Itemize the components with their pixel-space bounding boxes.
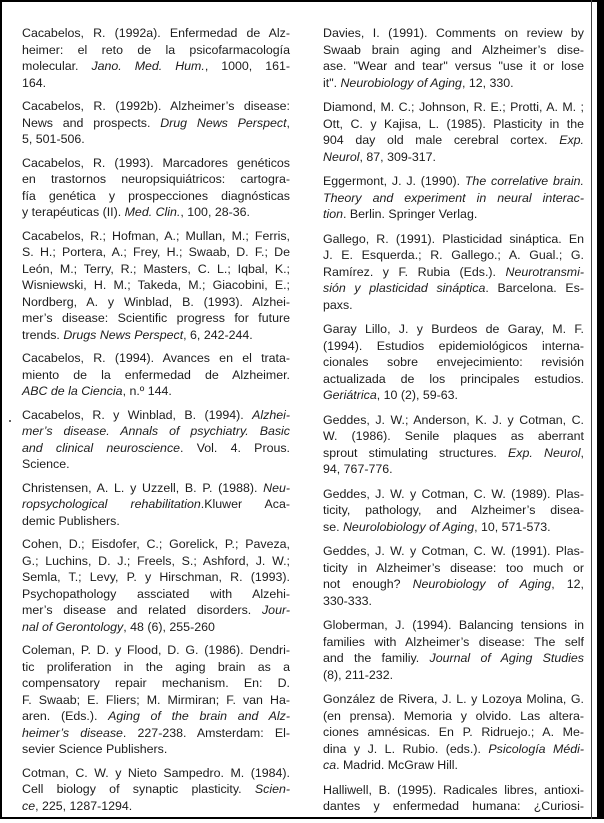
- reference-text: , 10 (2), 59-63.: [376, 388, 458, 402]
- reference-text: , 1000, 161-: [204, 59, 290, 73]
- reference-line: [323, 149, 584, 166]
- reference-line: [323, 650, 584, 667]
- reference-text: Geddes, J. W. y Cotman, C. W. (1991). Plas-: [323, 544, 584, 558]
- reference-italic-text: mer’s disease. Annals of psychiatry. Basic: [22, 424, 290, 438]
- reference-line: [323, 757, 584, 774]
- reference-line: [22, 367, 290, 384]
- reference-text: , 225, 1287-1294.: [35, 798, 133, 813]
- reference-line: [22, 294, 290, 311]
- reference-entry: [22, 98, 290, 148]
- reference-line: [22, 327, 290, 344]
- reference-line: [22, 42, 290, 59]
- reference-italic-text: Theory and experiment in neural interac-: [323, 190, 584, 205]
- reference-italic-text: heimer’s disease: [22, 725, 123, 740]
- reference-italic-text: ropsychological rehabilitation: [22, 497, 201, 511]
- reference-entry: [323, 25, 584, 91]
- reference-text: Semla, T.; Levy, P. y Hirschman, R. (1993).: [22, 570, 290, 584]
- reference-line: [22, 642, 290, 659]
- reference-line: [323, 58, 584, 75]
- reference-italic-text: Neu-: [263, 480, 290, 495]
- reference-text: , n.º 144.: [122, 384, 172, 398]
- reference-text: 94, 767-776.: [323, 462, 393, 476]
- reference-line: [22, 553, 290, 570]
- reference-line: [22, 131, 290, 148]
- reference-italic-text: Neurolobiology of Aging: [342, 519, 475, 534]
- reference-text: dina y J. L. Rubio. (eds.).: [323, 741, 489, 756]
- reference-line: [323, 25, 584, 42]
- reference-line: [323, 741, 584, 758]
- reference-line: [22, 277, 290, 294]
- reference-text: J. E. Esquerda.; R. Gallego.; A. Gual.; G.: [323, 248, 584, 262]
- reference-line: [323, 42, 584, 59]
- reference-entry: [22, 228, 290, 344]
- reference-line: [22, 383, 290, 400]
- reference-line: [323, 297, 584, 314]
- reference-line: [323, 560, 584, 577]
- reference-text: (1994). Estudios epidemiológicos interna-: [323, 338, 584, 353]
- reference-text: actualizada de los principales estudios.: [323, 371, 584, 386]
- reference-text: González de Rivera, J. L. y Lozoya Molina, G.: [323, 692, 584, 706]
- reference-line: [323, 321, 584, 338]
- reference-line: [22, 536, 290, 553]
- reference-line: [323, 206, 584, 223]
- reference-line: [22, 25, 290, 42]
- reference-line: [22, 423, 290, 440]
- reference-italic-text: tion: [323, 207, 343, 221]
- reference-text: mer’s disease and related disorders.: [22, 603, 262, 617]
- reference-line: [323, 502, 584, 519]
- reference-entry: [323, 782, 584, 815]
- reference-line: [22, 310, 290, 327]
- reference-line: [22, 350, 290, 367]
- reference-text: . Vol. 4. Prous.: [180, 440, 290, 455]
- reference-italic-text: Alzhei-: [252, 407, 290, 422]
- reference-line: [323, 576, 584, 593]
- reference-text: 904 day old male cerebral cortex.: [323, 133, 560, 147]
- reference-text: Swaab brain aging and Alzheimer’s dise-: [323, 42, 584, 57]
- reference-text: demic Publishers.: [22, 513, 120, 528]
- reference-italic-text: Journal of Aging Studies: [429, 651, 584, 665]
- reference-entry: [323, 617, 584, 683]
- reference-line: [323, 99, 584, 116]
- reference-line: [22, 480, 290, 497]
- reference-italic-text: ce: [22, 798, 36, 813]
- reference-italic-text: The correlative brain.: [464, 174, 584, 188]
- reference-line: [323, 132, 584, 149]
- reference-text: Nordberg, A. y Winblad, B. (1993). Alzhei-: [22, 294, 290, 309]
- reference-line: [22, 58, 290, 75]
- reference-line: [323, 428, 584, 445]
- reference-line: [22, 496, 290, 513]
- reference-text: , 12,: [551, 577, 584, 591]
- reference-text: cionales sobre envejecimiento: revisión: [323, 355, 584, 369]
- reference-line: [323, 593, 584, 610]
- reference-text: News and prospects.: [22, 115, 161, 130]
- reference-text: . Barcelona. Es-: [485, 281, 584, 295]
- reference-line: [323, 412, 584, 429]
- reference-text: Wisniewski, H. M.; Takeda, M.; Giacobini, E.;: [22, 278, 290, 292]
- reference-text: ,: [580, 445, 584, 460]
- reference-line: [22, 569, 290, 586]
- reference-text: trends.: [22, 327, 64, 342]
- reference-italic-text: Neurotransmi-: [505, 264, 584, 279]
- reference-text: , 10, 571-573.: [474, 519, 551, 534]
- reference-text: W. (1986). Senile plaques as aberrant: [323, 429, 584, 443]
- reference-text: (en prensa). Memoria y olvido. Las altera-: [323, 708, 584, 723]
- reference-line: [323, 280, 584, 297]
- reference-line: [323, 231, 584, 248]
- reference-line: [22, 725, 290, 742]
- reference-line: [22, 440, 290, 457]
- references-right-column: [323, 25, 584, 823]
- reference-text: .Kluwer Aca-: [200, 497, 290, 511]
- reference-italic-text: Med. Clin.: [124, 205, 181, 219]
- reference-text: , 48 (6), 255-260: [123, 619, 215, 634]
- reference-line: [22, 675, 290, 692]
- reference-text: Cacabelos, R. y Winblad, B. (1994).: [22, 407, 253, 422]
- reference-line: [323, 617, 584, 634]
- reference-line: [22, 407, 290, 424]
- reference-text: paxs.: [323, 297, 353, 312]
- reference-text: sprout stimulating structures.: [323, 445, 509, 460]
- scan-speck: [9, 420, 11, 422]
- reference-text: dantes y enfermedad humana: ¿Curiosi-: [323, 799, 584, 813]
- reference-entry: [323, 486, 584, 536]
- reference-text: it".: [323, 75, 341, 90]
- reference-entry: [22, 350, 290, 400]
- reference-text: ticity in Alzheimer’s disease: too much or: [323, 560, 584, 575]
- reference-text: Cacabelos, R.; Hofman, A.; Mullan, M.; Ferris,: [22, 228, 290, 243]
- reference-text: en trastornos neuropsiquiátricos: cartogra-: [22, 172, 290, 186]
- reference-italic-text: ca: [323, 758, 337, 772]
- reference-line: [22, 188, 290, 205]
- reference-text: Cotman, C. W. y Nieto Sampedro. M. (1984).: [22, 765, 290, 780]
- reference-text: León, M.; Terry, R.; Masters, C. L.; Iqbal, K.;: [22, 261, 290, 276]
- reference-text: , 100, 28-36.: [180, 205, 250, 219]
- reference-text: , 6, 242-244.: [183, 327, 253, 342]
- reference-text: Christensen, A. L. y Uzzell, B. P. (1988).: [22, 480, 264, 495]
- reference-italic-text: Neurobiology of Aging: [412, 577, 552, 591]
- reference-line: [323, 798, 584, 815]
- reference-line: [22, 692, 290, 709]
- reference-entry: [22, 407, 290, 473]
- reference-text: not enough?: [323, 577, 413, 591]
- reference-entry: [22, 480, 290, 530]
- reference-italic-text: Geriátrica: [323, 388, 377, 402]
- reference-line: [323, 387, 584, 404]
- reference-italic-text: Neurol: [323, 149, 360, 164]
- reference-text: fía genética y prospecciones diagnósticas: [22, 188, 290, 203]
- reference-text: 5, 501-506.: [22, 132, 85, 146]
- reference-text: , 87, 309-317.: [359, 149, 436, 164]
- reference-italic-text: Drug News Perspect: [160, 115, 287, 130]
- reference-italic-text: Jano. Med. Hum.: [91, 59, 205, 73]
- reference-text: Coleman, P. D. y Flood, D. G. (1986). Dendri-: [22, 643, 290, 657]
- reference-line: [22, 741, 290, 758]
- reference-entry: [22, 536, 290, 635]
- reference-line: [323, 691, 584, 708]
- reference-italic-text: Exp.: [559, 133, 584, 147]
- reference-text: miento de la enfermedad de Alzheimer.: [22, 367, 290, 382]
- reference-text: Geddes, J. W.; Anderson, K. J. y Cotman, C.: [323, 412, 584, 427]
- reference-text: . Berlin. Springer Verlag.: [342, 207, 478, 221]
- reference-italic-text: Exp. Neurol: [508, 445, 581, 460]
- reference-line: [323, 486, 584, 503]
- reference-line: [323, 371, 584, 388]
- reference-text: ,: [286, 115, 290, 130]
- reference-text: Cacabelos, R. (1992b). Alzheimer’s disease:: [22, 99, 290, 113]
- reference-line: [22, 586, 290, 603]
- reference-line: [323, 354, 584, 371]
- reference-italic-text: and clinical neuroscience: [22, 440, 181, 455]
- reference-text: Ott, C. y Kajisa, L. (1985). Plasticity in the: [323, 116, 584, 131]
- reference-text: Cacabelos, R. (1994). Avances en el trata-: [22, 351, 290, 365]
- reference-line: [22, 513, 290, 530]
- reference-italic-text: Aging of the brain and Alz-: [108, 709, 290, 723]
- scan-edge-right: [597, 0, 604, 819]
- reference-text: Cacabelos, R. (1993). Marcadores genéticos: [22, 155, 290, 170]
- reference-entry: [323, 173, 584, 223]
- reference-text: Cacabelos, R. (1992a). Enfermedad de Alz-: [22, 26, 290, 40]
- reference-entry: [323, 412, 584, 478]
- reference-text: Geddes, J. W. y Cotman, C. W. (1989). Plas-: [323, 486, 584, 501]
- reference-text: sevier Science Publishers.: [22, 742, 168, 756]
- reference-line: [323, 445, 584, 462]
- reference-text: . Madrid. McGraw Hill.: [336, 758, 458, 772]
- reference-entry: [323, 691, 584, 774]
- reference-text: tic proliferation in the aging brain as a: [22, 659, 290, 674]
- reference-line: [22, 155, 290, 172]
- reference-line: [323, 338, 584, 355]
- reference-text: Diamond, M. C.; Johnson, R. E.; Protti, A. M. ;: [323, 100, 584, 114]
- reference-line: [323, 667, 584, 684]
- reference-text: heimer: el reto de la psicofarmacología: [22, 42, 290, 57]
- reference-line: [22, 98, 290, 115]
- reference-italic-text: Drugs News Perspect: [63, 327, 184, 342]
- reference-line: [22, 115, 290, 132]
- reference-line: [323, 634, 584, 651]
- reference-italic-text: Jour-: [261, 603, 290, 617]
- reference-line: [22, 659, 290, 676]
- reference-line: [323, 116, 584, 133]
- reference-line: [323, 782, 584, 799]
- reference-text: Cell biology of synaptic plasticity.: [22, 782, 255, 796]
- reference-text: y terapéuticas (II).: [22, 205, 125, 219]
- reference-text: Gallego, R. (1991). Plasticidad sináptica. En: [323, 231, 584, 246]
- reference-text: aren. (Eds.).: [22, 709, 109, 723]
- reference-line: [22, 456, 290, 473]
- reference-line: [323, 461, 584, 478]
- reference-italic-text: Psicología Médi-: [488, 741, 584, 756]
- reference-text: Psychopathology assciated with Alzehi-: [22, 586, 290, 601]
- reference-text: compensatory repair mechanism. En: D.: [22, 676, 290, 690]
- reference-text: F. Swaab; E. Fliers; M. Mirmiran; F. van Ha-: [22, 692, 290, 707]
- reference-text: Ramírez. y F. Rubia (Eds.).: [323, 264, 506, 279]
- reference-entry: [22, 765, 290, 815]
- reference-text: (8), 211-232.: [323, 667, 394, 682]
- reference-line: [323, 173, 584, 190]
- reference-line: [323, 247, 584, 264]
- reference-text: Science.: [22, 457, 70, 471]
- reference-line: [323, 75, 584, 92]
- reference-text: Halliwell, B. (1995). Radicales libres, antioxi-: [323, 782, 584, 797]
- reference-text: Eggermont, J. J. (1990).: [323, 174, 465, 188]
- reference-text: S. H.; Portera, A.; Frey, H.; Swaab, D. F.; De: [22, 245, 290, 259]
- reference-line: [22, 261, 290, 278]
- reference-italic-text: Scien-: [254, 782, 290, 796]
- reference-line: [22, 75, 290, 92]
- reference-line: [323, 543, 584, 560]
- reference-entry: [323, 543, 584, 609]
- reference-text: Cohen, D.; Eisdofer, C.; Gorelick, P.; Paveza,: [22, 537, 290, 551]
- reference-line: [22, 602, 290, 619]
- reference-line: [323, 264, 584, 281]
- reference-line: [323, 724, 584, 741]
- reference-line: [22, 765, 290, 782]
- reference-text: G.; Luchins, D. J.; Freels, S.; Ashford, J. W.;: [22, 553, 290, 568]
- reference-text: , 12, 330.: [461, 75, 514, 90]
- reference-italic-text: Neurobiology of Aging: [340, 75, 462, 90]
- reference-line: [323, 519, 584, 536]
- reference-line: [22, 244, 290, 261]
- reference-italic-text: sión y plasticidad sináptica: [323, 281, 486, 295]
- reference-line: [22, 171, 290, 188]
- reference-entry: [22, 155, 290, 221]
- scan-edge-line: [591, 0, 592, 819]
- reference-line: [323, 708, 584, 725]
- reference-text: mer’s disease: Scientific progress for future: [22, 311, 290, 325]
- reference-text: molecular.: [22, 59, 92, 73]
- reference-line: [323, 190, 584, 207]
- reference-text: . 227-238. Amsterdam: El-: [122, 725, 290, 740]
- reference-text: Globerman, J. (1994). Balancing tensions in: [323, 618, 584, 632]
- reference-entry: [22, 25, 290, 91]
- reference-italic-text: ABC de la Ciencia: [22, 384, 123, 398]
- reference-text: ase. "Wear and tear" versus "use it or lose: [323, 59, 584, 73]
- reference-text: ticity, pathology, and Alzheimer’s disea-: [323, 503, 584, 517]
- reference-line: [22, 708, 290, 725]
- reference-text: ciones amnésicas. En P. Ridruejo.; A. Me-: [323, 725, 584, 739]
- reference-line: [22, 204, 290, 221]
- reference-text: Garay Lillo, J. y Burdeos de Garay, M. F.: [323, 322, 584, 336]
- reference-text: families with Alzheimer’s disease: The self: [323, 634, 584, 649]
- reference-line: [22, 781, 290, 798]
- reference-text: Davies, I. (1991). Comments on review by: [323, 26, 584, 40]
- reference-line: [22, 798, 290, 815]
- reference-text: 164.: [22, 75, 47, 90]
- reference-text: and the familiy.: [323, 651, 430, 665]
- reference-entry: [323, 99, 584, 165]
- reference-italic-text: nal of Gerontology: [22, 619, 124, 634]
- references-left-column: [22, 25, 290, 821]
- reference-line: [22, 619, 290, 636]
- reference-entry: [323, 321, 584, 404]
- reference-line: [22, 228, 290, 245]
- reference-entry: [22, 642, 290, 758]
- reference-entry: [323, 231, 584, 314]
- reference-text: 330-333.: [323, 593, 372, 608]
- reference-text: se.: [323, 519, 343, 534]
